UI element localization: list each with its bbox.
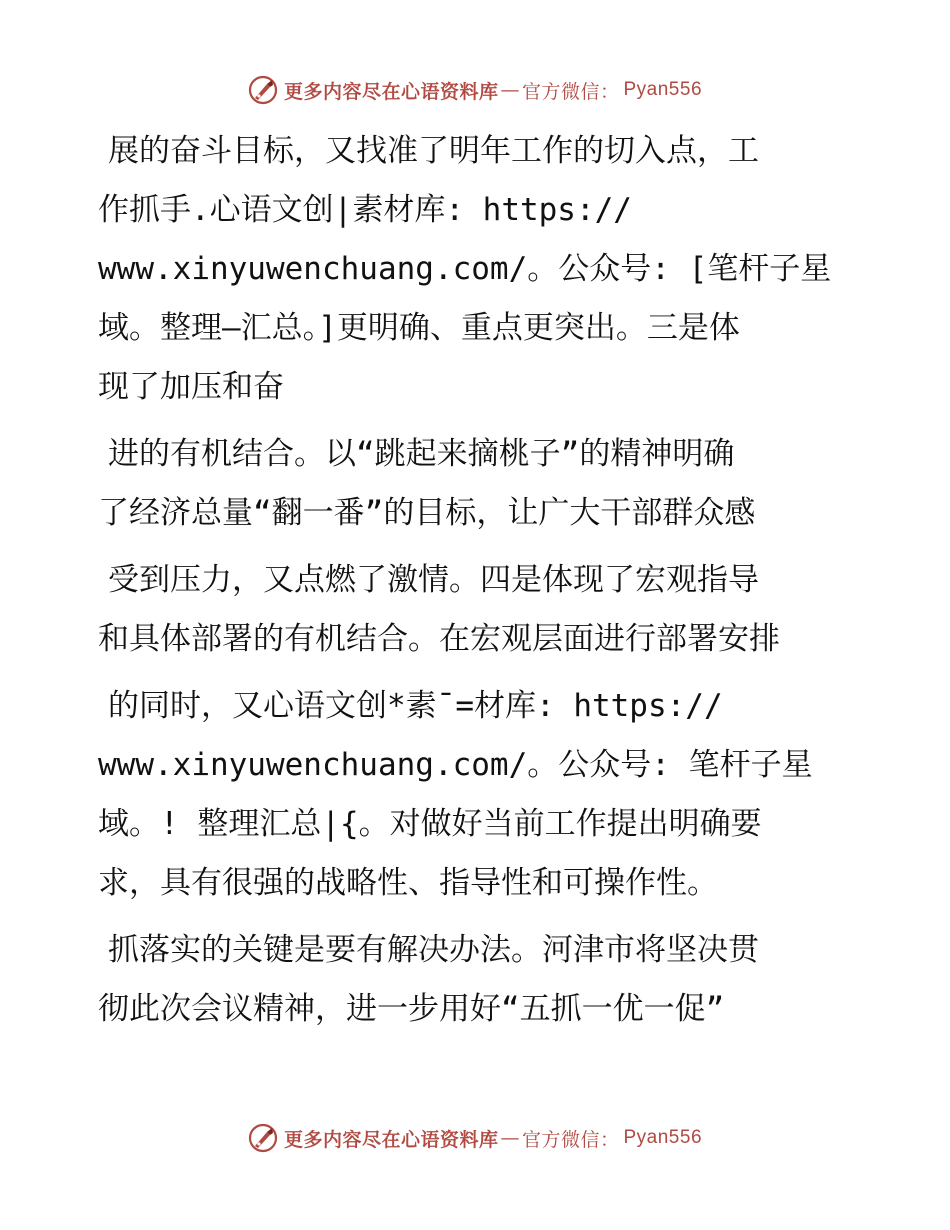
body-line: www.xinyuwenchuang.com/。公众号: [笔杆子星 bbox=[98, 251, 832, 287]
body-line: 求，具有很强的战略性、指导性和可操作性。 bbox=[98, 865, 718, 901]
body-line: 现了加压和奋 bbox=[98, 369, 284, 405]
footer-banner bbox=[0, 1118, 950, 1158]
body-line: 了经济总量“翻一番”的目标，让广大干部群众感 bbox=[98, 495, 756, 531]
body-line: 抓落实的关键是要有解决办法。河津市将坚决贯 bbox=[108, 932, 759, 968]
body-text bbox=[98, 122, 858, 1039]
body-line: 展的奋斗目标，又找准了明年工作的切入点，工 bbox=[108, 133, 759, 169]
banner-wechat-label: 官方微信： bbox=[521, 1128, 620, 1151]
body-line: 彻此次会议精神，进一步用好“五抓一优一促” bbox=[98, 991, 725, 1027]
banner-wechat-label: 官方微信： bbox=[521, 80, 620, 103]
body-line: www.xinyuwenchuang.com/。公众号: 笔杆子星 bbox=[98, 747, 813, 783]
header-banner bbox=[0, 70, 950, 110]
banner-title: 更多内容尽在心语资料库 bbox=[283, 1128, 499, 1151]
banner-wechat-id: Pyan556 bbox=[623, 1127, 703, 1148]
banner-dash: — bbox=[500, 1127, 520, 1149]
body-line: 受到压力，又点燃了激情。四是体现了宏观指导 bbox=[108, 562, 759, 598]
body-line: 和具体部署的有机结合。在宏观层面进行部署安排 bbox=[98, 621, 780, 657]
body-line: 域。整理—汇总。]更明确、重点更突出。三是体 bbox=[98, 310, 740, 346]
quill-pen-logo-icon bbox=[248, 1123, 278, 1153]
quill-pen-logo-icon bbox=[248, 75, 278, 105]
banner-title: 更多内容尽在心语资料库 bbox=[283, 80, 499, 103]
body-line: 作抓手.心语文创|素材库: https:// bbox=[98, 192, 632, 228]
body-line: 进的有机结合。以“跳起来摘桃子”的精神明确 bbox=[108, 436, 735, 472]
banner-dash: — bbox=[500, 79, 520, 101]
body-line: 的同时，又心语文创*素¯=材库: https:// bbox=[108, 688, 723, 724]
banner-wechat-id: Pyan556 bbox=[623, 79, 703, 100]
body-line: 域。! 整理汇总|{。对做好当前工作提出明确要 bbox=[98, 806, 762, 842]
